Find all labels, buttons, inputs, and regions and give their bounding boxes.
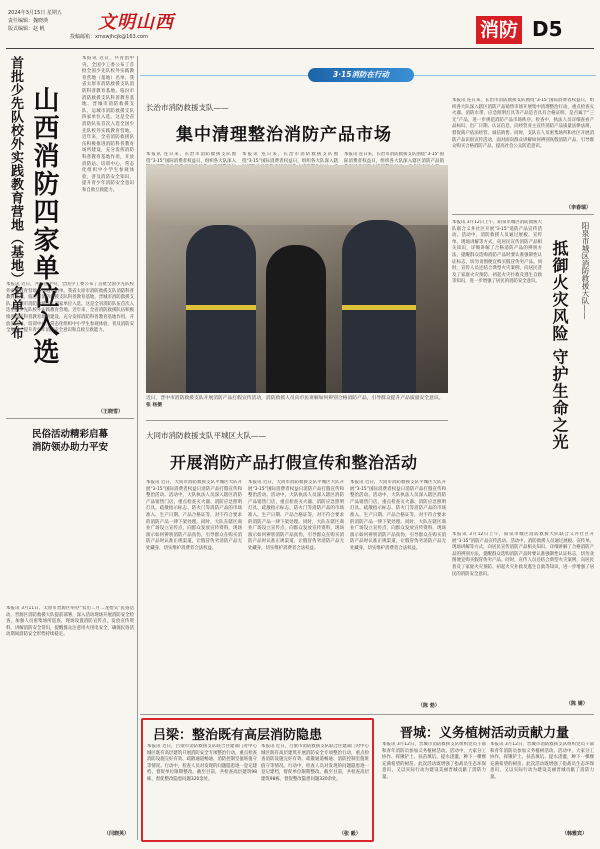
email-label: 投稿邮箱： (70, 34, 96, 40)
email-value: xmswjhcjk@163.com (95, 34, 148, 40)
photo1-caption-text: 近日，晋中市消防救援支队开展消防产品打假宣传活动，消防救援人员向市民讲解如何辨别合格消防产品，引导群众提升产品质量安全意识。 (146, 396, 444, 401)
photo-person-center (266, 245, 326, 393)
article2-body-col3: 本报讯 近日，大同市消防救援支队平城区大队开展“3·15”国际消费者权益日消防产品打假宣传和整治活动。活动中，大队执法人员深入辖区消防产品销售门店，重点检查灭火器、消防应急照明灯具、疏散指示标志、防火门等消防产品的市场准入、生产日期、产品合格证等，对不符合要求的消防产品一律下架处理。同时，大队在辖区商业广场设立宣传点，向群众发放宣传资料，现场演示如何辨别消防产品真伪，引导群众在购买消防产品时认准正规渠道，让假冒伪劣消防产品无处藏身，切实维护消费者合法权益。 (350, 480, 446, 551)
right-top-divider (452, 214, 594, 215)
left-credit2: （闫晓英） (104, 831, 130, 837)
left-column (6, 56, 134, 576)
left-headline2-line2: 消防领办助力平安 (31, 442, 108, 453)
left-headline2-line1: 民俗活动精彩启幕 (31, 429, 108, 440)
photo1-credit: 张 杨摄 (146, 402, 163, 408)
left-body-cont: 本报讯 近日，共青团中央、全国少工委公布了首批全国少先队校外实践教育营地（基地）名单，我省太原市消防救援支队消防科普教育基地、临汾市消防救援支队科普教育基地、晋城市消防救援支队、运城市消防救援支队四家单位入选。这是全省消防队伍首次入选全国少先队校外实践教育营地。近年来，全省消防救援队伍积极推进消防科普教育场所建设，充分发挥消防科普教育基地作用，开放消防站、培训中心，常态化组织中小学生参观体验，普及消防安全知识，提升青少年消防安全意识和自救互救能力。 (6, 282, 134, 334)
side-story-body-bottom (452, 532, 594, 700)
article1-body-col3: 本报讯 连日来，长治市消防救援支队围绕“3·15”国际消费者权益日，组织各大队深入辖区消防产品销 (344, 152, 444, 164)
left-divider (6, 418, 134, 419)
side-story-body-top: 本报讯 3月12日上午，阳泉市城区消防救援大队联合义井社区开展“3·15”消防产品宣传活动。活动中，消防救援人员通过展板、宣传单、现场讲解等方式，向居民宣传消防产品相关知识，详细讲解了合格消防产品的辨别方法，提醒群众选购消防产品时要认准强制性认证标志，切勿贪图便宜购买假冒伪劣产品。同时，宣传人员还结合典型火灾案例，向居民普及了家庭火灾预防、初起火灾扑救及逃生自救等知识，进一步增强了居民的消防安全意识。 (452, 220, 542, 285)
left-headline2 (6, 428, 134, 454)
event-banner (140, 54, 596, 94)
article1-kicker: 长治市消防救援支队—— (146, 103, 229, 112)
side-story-body-cont: 本报讯 3月12日上午，阳泉市城区消防救援大队联合义井社区开展“3·15”消防产品宣传活动。活动中，消防救援人员通过展板、宣传单、现场讲解等方式，向居民宣传消防产品相关知识，详细讲解了合格消防产品的辨别方法，提醒群众选购消防产品时要认准强制性认证标志，切勿贪图便宜购买假冒伪劣产品。同时，宣传人员还结合典型火灾案例，向居民普及了家庭火灾预防、初起火灾扑救及逃生自救等知识，进一步增强了居民的消防安全意识。 (452, 532, 594, 577)
masthead (0, 0, 600, 50)
photo-product-inspection (146, 165, 448, 393)
photo-stripe-left (186, 305, 256, 310)
bottom-right-story (380, 718, 594, 842)
masthead-meta (8, 9, 62, 33)
side-story-headline: 抵御火灾风险 守护生命之光 (550, 240, 569, 451)
bottom-left-body-col2: 本报讯 近日，吕梁市消防救援支队联合住建部门对中心城区既有高层建筑开展消防安全专项整治行动，重点检查消防设施完好有效、疏散通道畅通、消防控制室值班值守等情况。行动中，检查人员对发现的问题隐患逐一登记建档，督促单位限期整改。截至目前，共检查高层建筑98栋，督促整改隐患问题320余处。 (261, 744, 369, 782)
side-story-credit: （陈 婧） (566, 701, 588, 707)
side-story (452, 216, 594, 528)
article1-body-col2: 本报讯 连日来，长治市消防救援支队围绕“3·15”国际消费者权益日，组织各大队深入辖 (242, 152, 338, 164)
left-body2 (6, 606, 134, 830)
editor: 责任编辑：魏晓瑛 (8, 18, 49, 24)
left-body-top: 本报讯 近日，共青团中央、全国少工委公布了首批全国少先队校外实践教育营地（基地）名单，我省太原市消防救援支队消防科普教育基地、临汾市消防救援支队科普教育基地、晋城市消防救援支队、运城市消防救援支队四家单位入选。这是全省消防队伍首次入选全国少先队校外实践教育营地。近年来，全省消防救援队伍积极推进消防科普教育场所建设，充分发挥消防科普教育基地作用，开放消防站、培训中心，常态化组织中小学生参观体验，普及消防安全知识，提升青少年消防安全意识和自救互救能力。 (82, 56, 134, 193)
photo-stripe-right (342, 305, 416, 310)
article2-kicker: 大同市消防救援支队平城区大队—— (146, 431, 266, 440)
article1-headline: 集中清理整治消防产品市场 (176, 125, 392, 145)
left-credit: （王晓雪） (98, 409, 124, 415)
article1-body-col4: 本报讯 连日来，长治市消防救援支队围绕“3·15”国际消费者权益日，组织各大队深入辖区消防产品销售市场开展集中清理整治行动，重点检查灭火器、消防水带、应急照明灯具等产品是否具有合格证明、是否属于“三无”产品，进一步规范消防产品市场秩序。检查中，执法人员详细查看产品标识、出厂日期、认证信息，向经营业主宣传消防产品质量法律法规，督促商户依法经营、诚信销售。同时，支队在人员密集场所和社区开展消防产品识别宣传活动，面对面向群众讲解如何辨别真假消防产品，引导群众购买合格消防产品，提高社会公众防范意识。 (452, 98, 594, 150)
issue-date: 2024年3月15日 (8, 10, 46, 16)
article1-body-col1: 本报讯 连日来，长治市消防救援支队围绕“3·15”国际消费者权益日，组织各大队深入 (146, 152, 236, 164)
designer: 版式编辑：赵 帆 (8, 26, 45, 32)
article2-top-rule (146, 420, 448, 421)
banner-tag: 3·15消防在行动 (308, 68, 414, 82)
left-body2-text: 本报讯 3月11日，太原市晋源区举办“农历二月二龙抬头”民俗活动，晋源区消防救援大队提前部署，深入活动现场开展消防安全检查，加强人员密集场所巡查，现场设置消防宣传点，发放宣传资料，讲解消防安全常识，提醒群众注意用火用电安全，确保民俗活动期间消防安全形势持续稳定。 (6, 606, 134, 638)
bottom-right-credit: （韩雅宾） (562, 831, 588, 837)
page-number: D5 (532, 17, 563, 41)
bottom-left-headline: 吕梁：整治既有高层消防隐患 (153, 728, 323, 743)
article2-credit: （陈 勃） (418, 703, 440, 709)
article2-body-col1: 本报讯 近日，大同市消防救援支队平城区大队开展“3·15”国际消费者权益日消防产品打假宣传和整治活动。活动中，大队执法人员深入辖区消防产品销售门店，重点检查灭火器、消防应急照明灯具、疏散指示标志、防火门等消防产品的市场准入、生产日期、产品合格证等，对不符合要求的消防产品一律下架处理。同时，大队在辖区商业广场设立宣传点，向群众发放宣传资料，现场演示如何辨别消防产品真伪，引导群众在购买消防产品时认准正规渠道，让假冒伪劣消防产品无处藏身，切实维护消费者合法权益。 (146, 480, 242, 551)
left-body-bottom (6, 282, 134, 408)
bottom-right-body-col2: 本报讯 3月12日，晋城市消防救援支队组织党员干部和青年消防员参加义务植树活动。活动中，大家分工协作、挥锹铲土、扶苗填坑、提水浇灌，种下一棵棵充满希望的树苗。此次活动既增强了指战员生态环保意识，又以实际行动为建设美丽晋城贡献了消防力量。 (490, 742, 594, 780)
bottom-left-story (141, 718, 374, 842)
side-story-kicker: 阳泉市城区消防救援大队—— (581, 222, 590, 320)
left-col-vrule (137, 56, 138, 840)
photo1-caption (146, 396, 448, 416)
left-headline: 山西消防四家单位入选 (29, 86, 59, 366)
weekday: 星期五 (46, 10, 62, 16)
masthead-divider (6, 48, 594, 49)
left-kicker: 首批少先队校外实践教育营地（基地）名单公布 (8, 56, 23, 340)
bottom-right-body-col1: 本报讯 3月12日，晋城市消防救援支队组织党员干部和青年消防员参加义务植树活动。活动中，大家分工协作、挥锹铲土、扶苗填坑、提水浇灌，种下一棵棵充满希望的树苗。此次活动既增强了指战员生态环保意识，又以实际行动为建设美丽晋城贡献了消防力量。 (382, 742, 486, 780)
bottom-right-headline: 晋城：义务植树活动贡献力量 (400, 726, 570, 741)
article2 (140, 420, 450, 710)
article1-credit: （李春瑞） (566, 205, 592, 211)
bottom-top-rule (140, 714, 594, 715)
masthead-email[interactable] (70, 33, 148, 40)
bottom-left-body-col1: 本报讯 近日，吕梁市消防救援支队联合住建部门对中心城区既有高层建筑开展消防安全专项整治行动，重点检查消防设施完好有效、疏散通道畅通、消防控制室值班值守等情况。行动中，检查人员对发现的问题隐患逐一登记建档，督促单位限期整改。截至目前，共检查高层建筑98栋，督促整改隐患问题320余处。 (147, 744, 257, 782)
section-label: 消防 (476, 16, 522, 44)
photo-shelf (146, 165, 448, 225)
brand-logo: 文明山西 (98, 12, 174, 33)
article2-headline: 开展消防产品打假宣传和整治活动 (170, 453, 418, 472)
bottom-left-credit: （张 毅） (339, 831, 361, 837)
article2-body-col2: 本报讯 近日，大同市消防救援支队平城区大队开展“3·15”国际消费者权益日消防产品打假宣传和整治活动。活动中，大队执法人员深入辖区消防产品销售门店，重点检查灭火器、消防应急照明灯具、疏散指示标志、防火门等消防产品的市场准入、生产日期、产品合格证等，对不符合要求的消防产品一律下架处理。同时，大队在辖区商业广场设立宣传点，向群众发放宣传资料，现场演示如何辨别消防产品真伪，引导群众在购买消防产品时认准正规渠道，让假冒伪劣消防产品无处藏身，切实维护消费者合法权益。 (248, 480, 344, 551)
